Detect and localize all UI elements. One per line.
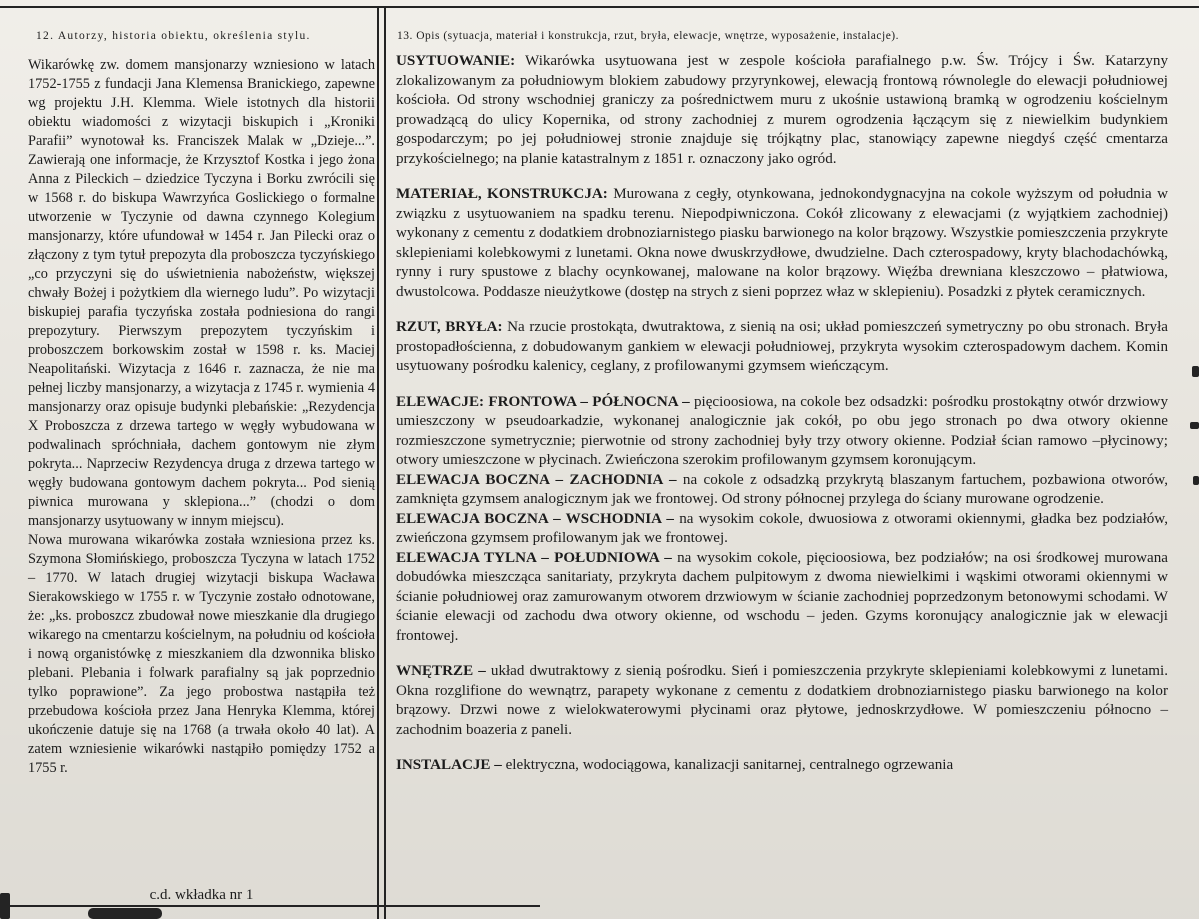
description-section-instalacje — [396, 756, 1168, 776]
description-section-usytuowanie — [396, 52, 1168, 169]
section-text: Wikarówka usytuowana jest w zespole kościoła parafialnego p.w. Św. Trójcy i Św. Katarzyny zlokalizowanym za południowym blokiem zabudowy przyrynkowej, elewacją frontową równolegle do elewacji południowej kościoła. Od strony wschodniej graniczy za pośrednictwem muru z ukośnie ustawioną bramką w ogrodzeniu kościelnym prowadzącą do ulicy Kopernika, od strony zachodniej z murem ogrodzenia łączącym się z niewielkim budynkiem gospodarczym; po jej południowej stronie znajduje się trójkątny plac, stanowiący zapewne niegdyś część cmentarza przykościelnego; na planie katastralnym z 1851 r. oznaczony jako ogród. — [396, 53, 1168, 167]
section-text: układ dwutraktowy z sienią pośrodku. Sień i pomieszczenia przykryte sklepieniami kolebkowymi z lunetami. Okna rozglifione do wewnątrz, parapety wykonane z cementu z dodatkiem drobnoziarnistego piasku barwionego na kolor brązowy. Drzwi nowe z wielokwaterowymi płycinami oraz płytowe, jednoskrzydłowe. W pomieszczeniu północno – zachodnim boazeria z paneli. — [396, 663, 1169, 738]
section-text: na wysokim cokole, dwuosiowa z otworami okiennymi, gładka bez podziałów, zwieńczona gzymsem profilowanym jak we frontowej. — [396, 510, 1168, 546]
section-lead: ELEWACJA BOCZNA – ZACHODNIA – — [396, 471, 677, 488]
scan-artifact — [1190, 422, 1199, 429]
scan-artifact — [0, 893, 10, 919]
description-section-rzut-bryla — [396, 318, 1168, 377]
section-lead: USYTUOWANIE: — [396, 53, 516, 69]
description-section-elewacja-wschodnia — [396, 510, 1168, 549]
section-13-header: 13. Opis (sytuacja, materiał i konstrukcja, rzut, bryła, elewacje, wnętrze, wyposażenie, instalacje). — [397, 30, 900, 42]
history-text-block — [28, 56, 375, 778]
history-paragraph: Nowa murowana wikarówka została wzniesiona przez ks. Szymona Słomińskiego, proboszcza Tyczyna w latach 1752 – 1770. W latach drugiej wizytacji biskupa Wacława Sierakowskiego w 1755 r. w Tyczynie zostało odnotowane, że: „ks. proboszcz zbudował nowe mieszkanie dla drugiego wikarego na cmentarzu kościelnym, na południu od kościoła i nową organistówkę z mieszkaniem dla dzwonnika blisko plebani. Plebania i folwark parafialny są jak poprzednio tylko poprawione”. Za jego probostwa nastąpiła też przebudowa kościoła przez Jana Henryka Klemma, której ukończenie datuje się na 1768 (a trwała około 40 lat). A zatem wzniesienie wikarówki nastąpiło pomiędzy 1752 a 1755 r. — [28, 532, 375, 776]
column-divider-rule — [377, 6, 386, 919]
section-text: elektryczna, wodociągowa, kanalizacji sanitarnej, centralnego ogrzewania — [505, 757, 954, 773]
section-lead: RZUT, BRYŁA: — [396, 319, 503, 335]
bottom-border-rule — [0, 905, 540, 907]
section-text: Murowana z cegły, otynkowana, jednokondygnacyjna na cokole wyższym od południa w związku z usytuowaniem na spadku terenu. Niepodpiwniczona. Cokół zlicowany z elewacjami (z wyjątkiem zachodniej) wykonany z cementu z dodatkiem drobnoziarnistego piasku barwionego na kolor brązowy. Wszystkie pomieszczenia przykryte sklepieniami kolebkowymi z lunetami. Okna nowe dwuskrzydłowe, dwudzielne. Dach czterospadowy, kryty blachodachówką, rynny i rury spustowe z blachy ocynkowanej, malowane na kolor brązowy. Więźba drewniana kleszczowo – płatwiowa, dwustolcowa. Poddasze nieużytkowe (dostęp na strych z sieni poprzez właz w sklepieniu). Posadzki z płytek ceramicznych. — [396, 186, 1168, 300]
section-text: pięcioosiowa, na cokole bez odsadzki: pośrodku prostokątny otwór drzwiowy umieszczony w pseudoarkadzie, wykonanej analogicznie jak cokół, po obu jego stronach po dwa otwory okienne rozmieszczone symetrycznie; pierwotnie od strony zachodniej były trzy otwory okienne. Podział ścian ramowo –płycinowy; otwory umieszczone w płycinach. Zwieńczona szerokim profilowanym gzymsem koronującym. — [396, 393, 1168, 468]
scan-artifact — [1192, 366, 1199, 377]
description-section-material-konstrukcja — [396, 185, 1168, 302]
section-text: Na rzucie prostokąta, dwutraktowa, z sienią na osi; układ pomieszczeń symetryczny po obu stronach. Bryła prostopadłościenna, z dobudowanym gankiem w elewacji południowej, przykryta wysokim czterospadowym dachem. Komin usytuowany pośrodku kalenicy, ceglany, z profilowanymi gzymsem wieńczącym. — [396, 319, 1168, 374]
history-paragraph: Wikarówkę zw. domem mansjonarzy wzniesiono w latach 1752-1755 z fundacji Jana Klemensa Branickiego, zapewne wg projektu J.H. Klemma. Wiele istotnych dla historii obiektu wiadomości z wizytacji biskupich i „Kroniki Parafii” wynotował ks. Franciszek Malak w „Dzieje...”. Zawierają one informacje, że Krzysztof Kostka i jego żona Anna z Pileckich – dziedzice Tyczyna i Borku zwrócili się w 1568 r. do biskupa Wawrzyńca Goslickiego o formalne utworzenie w Tyczynie od dawna czynnego Kolegium mansjonarzy, które ufundował w 1454 r. Jan Pilecki oraz o złączony z tym tytuł prepozyta dla proboszcza tyczyńskiego „co przyczyni się do uświetnienia nabożeństw, większej chwały Bożej i pożytkiem dla wiernego ludu”. Po wizytacji biskupiej parafia tyczyńska została podniesiona do rangi prepozytury. Pierwszym prepozytem tyczyńskim i proboszczem borkowskim został w 1598 r. ks. Maciej Neapolitański. Wizytacja z 1646 r. zaznacza, że nie ma pełnej liczby mansjonarzy, a wizytacja z 1745 r. wymienia 4 mansjonarzy oraz opisuje budynki plebańskie: „Rezydencja X Proboszcza z drzewa tartego w węgły wybudowana w podwalinach spróchniała, dachem gontowym nie złym pokryta... Naprzeciw Rezydencya druga z drzewa tartego w węgły budowana gontowym dachem pokryta... Pod sienią piwnica murowana y sklepiona...” (chodzi o dom mansjonarzy usytuowany w innym miejscu). — [28, 57, 375, 529]
description-section-elewacja-zachodnia — [396, 471, 1168, 510]
description-section-wnetrze — [396, 662, 1168, 740]
section-lead: ELEWACJA BOCZNA – WSCHODNIA – — [396, 510, 674, 527]
section-lead: ELEWACJA TYLNA – POŁUDNIOWA – — [396, 549, 672, 566]
continuation-note: c.d. wkładka nr 1 — [149, 887, 254, 903]
section-lead: MATERIAŁ, KONSTRUKCJA: — [396, 186, 608, 202]
scan-artifact — [1193, 476, 1199, 485]
top-border-rule — [0, 6, 1199, 8]
description-section-elewacje-frontowa — [396, 393, 1168, 471]
section-text: na wysokim cokole, pięcioosiowa, bez podziałów; na osi środkowej murowana dobudówka mieszcząca sanitariaty, przykryta dachem pulpitowym z dwoma niewielkimi i wąskimi otworami okiennymi w ścianie południowej oraz zamurowanym otworem drzwiowym w ścianie zachodniej poprzedzonym betonowymi schodami. W ścianie elewacji od zachodu dwa otwory okienne, od wschodu – jeden. Gzyms koronujący analogicznie jak w elewacji frontowej. — [396, 549, 1168, 644]
scan-artifact — [88, 908, 162, 919]
section-12-header: 12. Autorzy, historia obiektu, określenia stylu. — [36, 30, 311, 42]
section-lead: INSTALACJE – — [396, 757, 502, 773]
section-text: na cokole z odsadzką przykrytą blaszanym fartuchem, pozbawiona otworów, zamknięta gzymsem analogicznym jak we frontowej. Od strony północnej przylega do ściany murowane ogrodzenie. — [396, 471, 1168, 507]
description-text-block — [396, 52, 1168, 776]
description-section-elewacja-poludniowa — [396, 549, 1168, 647]
section-lead: ELEWACJE: FRONTOWA – PÓŁNOCNA – — [396, 393, 690, 410]
section-lead: WNĘTRZE – — [396, 663, 486, 679]
